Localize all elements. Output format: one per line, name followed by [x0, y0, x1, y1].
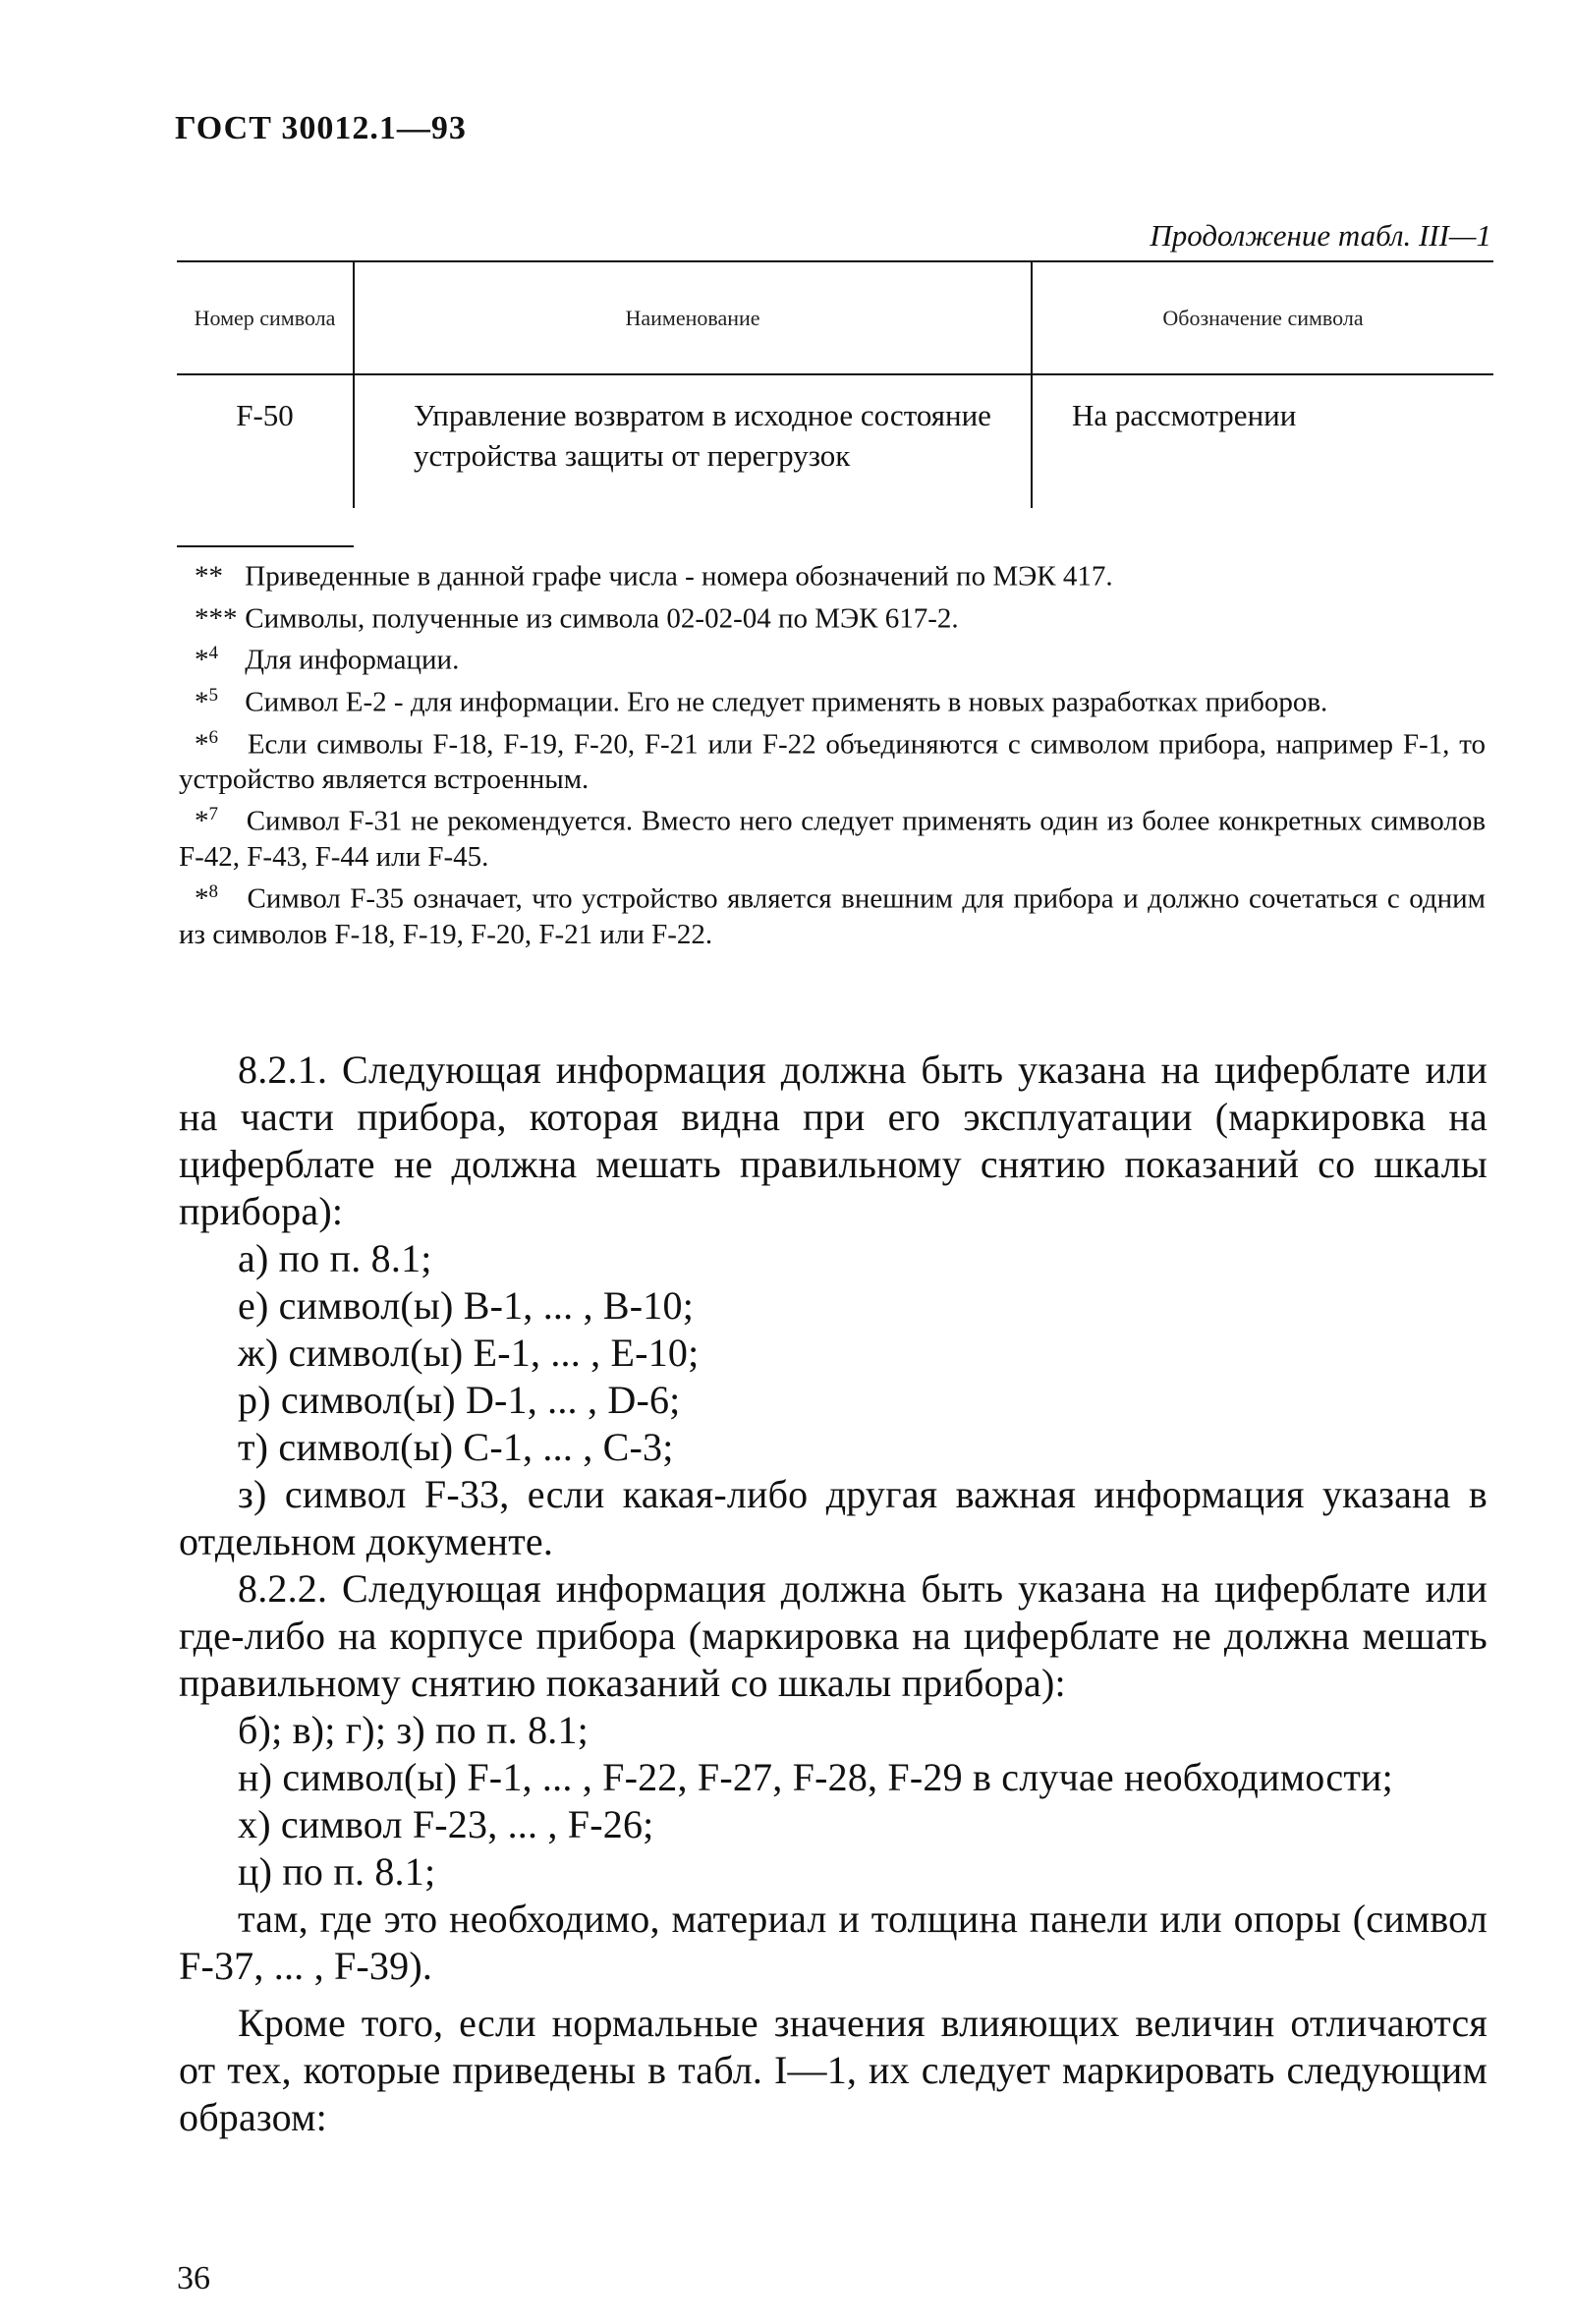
footnote-mark: *$^7$ [195, 804, 218, 837]
footnote-text: Символ F-35 означает, что устройство является внешним для прибора и должно сочетаться с одним из символов F-18, F-19, F-20, F-21 или F-22. [179, 882, 1486, 950]
list-item: р) символ(ы) D-1, ... , D-6; [238, 1378, 681, 1422]
list-item: ц) по п. 8.1; [238, 1849, 436, 1894]
cell-number: F-50 [177, 374, 354, 508]
footnotes [179, 552, 1486, 952]
page-number: 36 [177, 2260, 210, 2296]
list-item: а) по п. 8.1; [238, 1236, 432, 1280]
list-item: х) символ F-23, ... , F-26; [238, 1802, 654, 1846]
column-header-number: Номер символа [177, 261, 354, 374]
paragraph-8-2-1: 8.2.1. Следующая информация должна быть указана на циферблате или на части прибора, которая видна при его эксплуатации (маркировка на циферблате не должна мешать правильному снятию показаний со шкалы прибора): [179, 1048, 1488, 1233]
paragraph-8-2-2: 8.2.2. Следующая информация должна быть указана на циферблате или где-либо на корпусе прибора (маркировка на циферблате не должна мешать правильному снятию показаний со шкалы прибора): [179, 1566, 1488, 1705]
footnote-mark: *$^4$ [195, 643, 218, 676]
table-row [177, 374, 1493, 508]
column-header-name: Наименование [354, 261, 1032, 374]
closing-paragraph: Кроме того, если нормальные значения влияющих величин отличаются от тех, которые приведены в табл. I—1, их следует маркировать следующим образом: [179, 2001, 1488, 2139]
footnote-text: Если символы F-18, F-19, F-20, F-21 или F-22 объединяются с символом прибора, например F-1, то устройство является встроенным. [179, 728, 1487, 796]
footnote-mark: *** [195, 602, 238, 635]
footnote-divider [177, 545, 354, 547]
footnote [179, 720, 1486, 798]
footnote [179, 875, 1486, 952]
list-item: там, где это необходимо, материал и толщина панели или опоры (символ F-37, ... , F-39). [179, 1897, 1488, 1988]
footnote [179, 678, 1486, 720]
footnote-mark: *$^5$ [195, 684, 218, 718]
footnote-mark: *$^8$ [195, 880, 218, 915]
footnote [179, 636, 1486, 678]
footnote [179, 797, 1486, 875]
list-item: н) символ(ы) F-1, ... , F-22, F-27, F-28, F-29 в случае необходимости; [238, 1755, 1393, 1799]
list-item: т) символ(ы) С-1, ... , С-3; [238, 1425, 674, 1469]
list-item: е) символ(ы) В-1, ... , В-10; [238, 1283, 695, 1328]
symbols-table [177, 260, 1493, 508]
column-header-symbol: Обозначение символа [1032, 261, 1493, 374]
footnote-text: Символ Е-2 - для информации. Его не следует применять в новых разработках приборов. [245, 686, 1328, 718]
page-header-standard: ГОСТ 30012.1—93 [175, 110, 467, 146]
footnote-text: Для информации. [245, 644, 460, 676]
footnote [179, 595, 1486, 637]
footnote [179, 552, 1486, 595]
footnote-text: Символы, полученные из символа 02-02-04 по МЭК 617-2. [245, 602, 959, 635]
list-item: б); в); г); з) по п. 8.1; [238, 1708, 589, 1752]
footnote-mark: ** [195, 560, 223, 593]
footnote-text: Приведенные в данной графе числа - номера обозначений по МЭК 417. [245, 560, 1113, 593]
list-item: з) символ F-33, если какая-либо другая важная информация указана в отдельном документе. [179, 1472, 1488, 1563]
cell-name: Управление возвратом в исходное состояние устройства защиты от перегрузок [354, 374, 1032, 508]
cell-symbol: На рассмотрении [1072, 398, 1297, 432]
footnote-mark: *$^6$ [195, 726, 218, 761]
table-header-row [177, 261, 1493, 374]
list-item: ж) символ(ы) Е-1, ... , Е-10; [238, 1331, 700, 1375]
body-text [179, 1047, 1488, 2141]
table-caption: Продолжение табл. III—1 [1150, 218, 1491, 253]
footnote-text: Символ F-31 не рекомендуется. Вместо него следует применять один из более конкретных символов F-42, F-43, F-44 или F-45. [179, 805, 1487, 873]
